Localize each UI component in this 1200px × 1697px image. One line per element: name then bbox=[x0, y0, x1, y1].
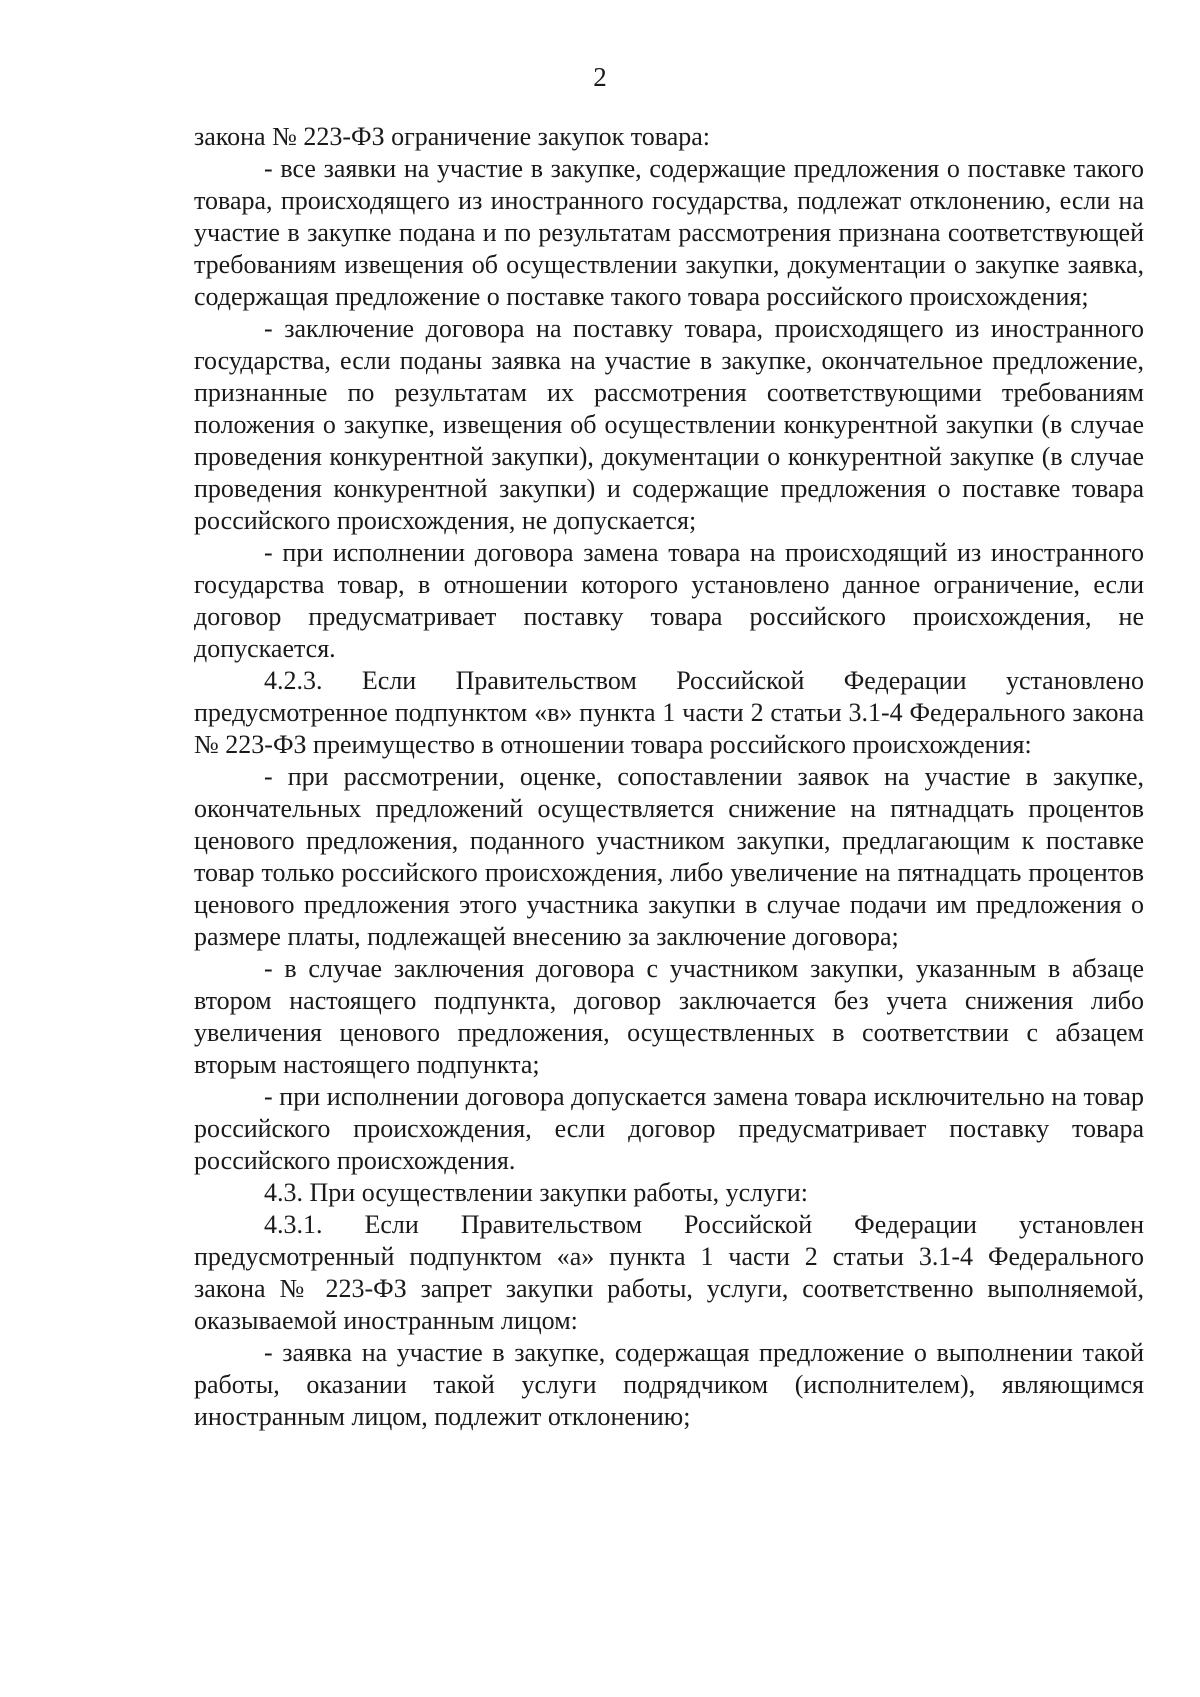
paragraph-list-item: - при исполнении договора замена товара на происходящий из иностранного государства товар, в отношении которого установлено данное ограничение, если договор предусматривает поставку товара российского происхождения, не допускается. bbox=[194, 538, 1144, 663]
page-number: 2 bbox=[593, 62, 607, 92]
paragraph-list-item: - в случае заключения договора с участником закупки, указанным в абзаце втором настоящего подпункта, договор заключается без учета снижения либо увеличения ценового предложения, осуществленных в соответствии с абзацем вторым настоящего подпункта; bbox=[194, 954, 1144, 1079]
paragraph-continuation: закона № 223-ФЗ ограничение закупок товара: bbox=[194, 122, 711, 151]
paragraph-clause-4-2-3: 4.2.3. Если Правительством Российской Федерации установлено предусмотренное подпунктом «в» пункта 1 части 2 статьи 3.1-4 Федерального закона № 223-ФЗ преимущество в отношении товара российского происхождения: bbox=[194, 666, 1144, 759]
paragraph-list-item: - заключение договора на поставку товара, происходящего из иностранного государства, если поданы заявка на участие в закупке, окончательное предложение, признанные по результатам их рассмотрения соответствующими требованиям положения о закупке, извещения об осуществлении конкурентной закупки (в случае проведения конкурентной закупки), документации о конкурентной закупке (в случае проведения конкурентной закупки) и содержащие предложения о поставке товара российского происхождения, не допускается; bbox=[194, 314, 1144, 535]
paragraph-list-item: - заявка на участие в закупке, содержащая предложение о выполнении такой работы, оказании такой услуги подрядчиком (исполнителем), являющимся иностранным лицом, подлежит отклонению; bbox=[194, 1338, 1144, 1431]
document-body bbox=[194, 121, 1144, 1433]
paragraph-clause-4-3: 4.3. При осуществлении закупки работы, услуги: bbox=[264, 1178, 808, 1207]
paragraph-list-item: - все заявки на участие в закупке, содержащие предложения о поставке такого товара, происходящего из иностранного государства, подлежат отклонению, если на участие в закупке подана и по результатам рассмотрения признана соответствующей требованиям извещения об осуществлении закупки, документации о закупке заявка, содержащая предложение о поставке такого товара российского происхождения; bbox=[194, 154, 1144, 311]
paragraph-list-item: - при исполнении договора допускается замена товара исключительно на товар российского происхождения, если договор предусматривает поставку товара российского происхождения. bbox=[194, 1082, 1144, 1175]
paragraph-list-item: - при рассмотрении, оценке, сопоставлении заявок на участие в закупке, окончательных предложений осуществляется снижение на пятнадцать процентов ценового предложения, поданного участником закупки, предлагающим к поставке товар только российского происхождения, либо увеличение на пятнадцать процентов ценового предложения этого участника закупки в случае подачи им предложения о размере платы, подлежащей внесению за заключение договора; bbox=[194, 762, 1144, 951]
paragraph-clause-4-3-1: 4.3.1. Если Правительством Российской Федерации установлен предусмотренный подпунктом «а» пункта 1 части 2 статьи 3.1-4 Федерального закона № 223-ФЗ запрет закупки работы, услуги, соответственно выполняемой, оказываемой иностранным лицом: bbox=[194, 1210, 1144, 1335]
